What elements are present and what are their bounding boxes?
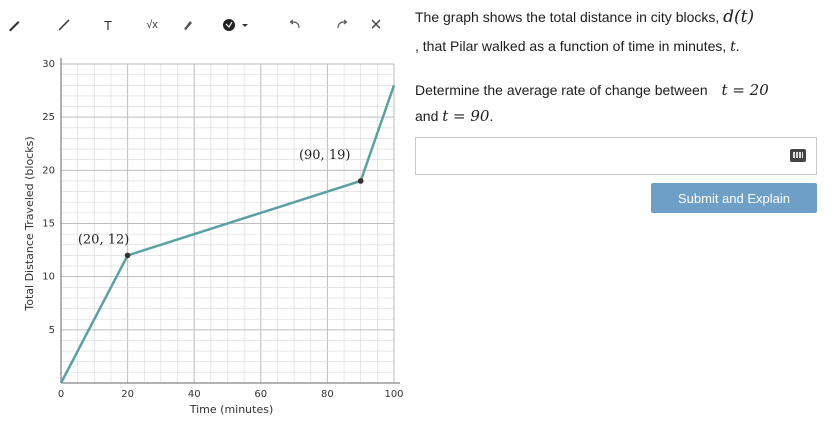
undo-icon[interactable]	[283, 14, 307, 36]
submit-and-explain-button[interactable]: Submit and Explain	[651, 183, 817, 213]
drawing-toolbar	[0, 0, 405, 44]
answer-input[interactable]	[415, 137, 817, 175]
question-text-1: The graph shows the total distance in city blocks,	[415, 9, 720, 25]
data-point-marker	[125, 253, 131, 259]
pencil-icon[interactable]	[2, 14, 26, 36]
function-notation: d(t)	[723, 7, 755, 27]
question-line-3	[415, 81, 769, 99]
distance-time-graph	[0, 44, 405, 437]
y-tick-label: 20	[42, 165, 55, 177]
sqrt-icon[interactable]: √x	[146, 19, 158, 31]
question-text-4: and	[415, 108, 439, 124]
question-text-2: , that Pilar walked as a function of time in minutes,	[415, 38, 727, 54]
highlighter-icon[interactable]	[175, 14, 199, 36]
time-variable: t	[730, 39, 736, 55]
text-icon[interactable]: T	[104, 17, 112, 33]
redo-icon[interactable]	[330, 14, 354, 36]
data-point-label: (90, 19)	[298, 147, 351, 163]
x-axis-title: Time (minutes)	[189, 403, 274, 416]
y-tick-label: 5	[48, 324, 55, 336]
y-tick-label: 25	[42, 112, 55, 124]
question-line-1	[415, 8, 754, 26]
keyboard-icon[interactable]	[790, 149, 806, 162]
question-line-2	[415, 37, 740, 56]
x-tick-label: 80	[321, 389, 334, 400]
x-tick-label: 0	[57, 389, 65, 400]
question-period: .	[735, 38, 740, 54]
y-tick-label: 30	[42, 59, 55, 70]
question-line-4	[415, 107, 493, 125]
close-icon[interactable]: ×	[370, 13, 382, 36]
x-tick-label: 60	[254, 389, 268, 400]
x-tick-label: 100	[384, 389, 404, 400]
question-text-3: Determine the average rate of change between	[415, 82, 708, 98]
y-axis-title: Total Distance Traveled (blocks)	[23, 136, 36, 311]
t-start-math: t = 20	[721, 81, 769, 99]
t-end-math: t = 90	[442, 107, 490, 125]
line-icon[interactable]	[52, 14, 76, 36]
question-period-2: .	[489, 108, 494, 124]
data-point-label: (20, 12)	[77, 232, 130, 248]
color-picker-icon[interactable]	[220, 14, 254, 36]
y-tick-label: 15	[42, 218, 55, 230]
x-tick-label: 20	[121, 389, 134, 400]
x-tick-label: 40	[187, 389, 201, 400]
data-point-marker	[358, 178, 364, 184]
y-tick-label: 10	[42, 271, 55, 283]
